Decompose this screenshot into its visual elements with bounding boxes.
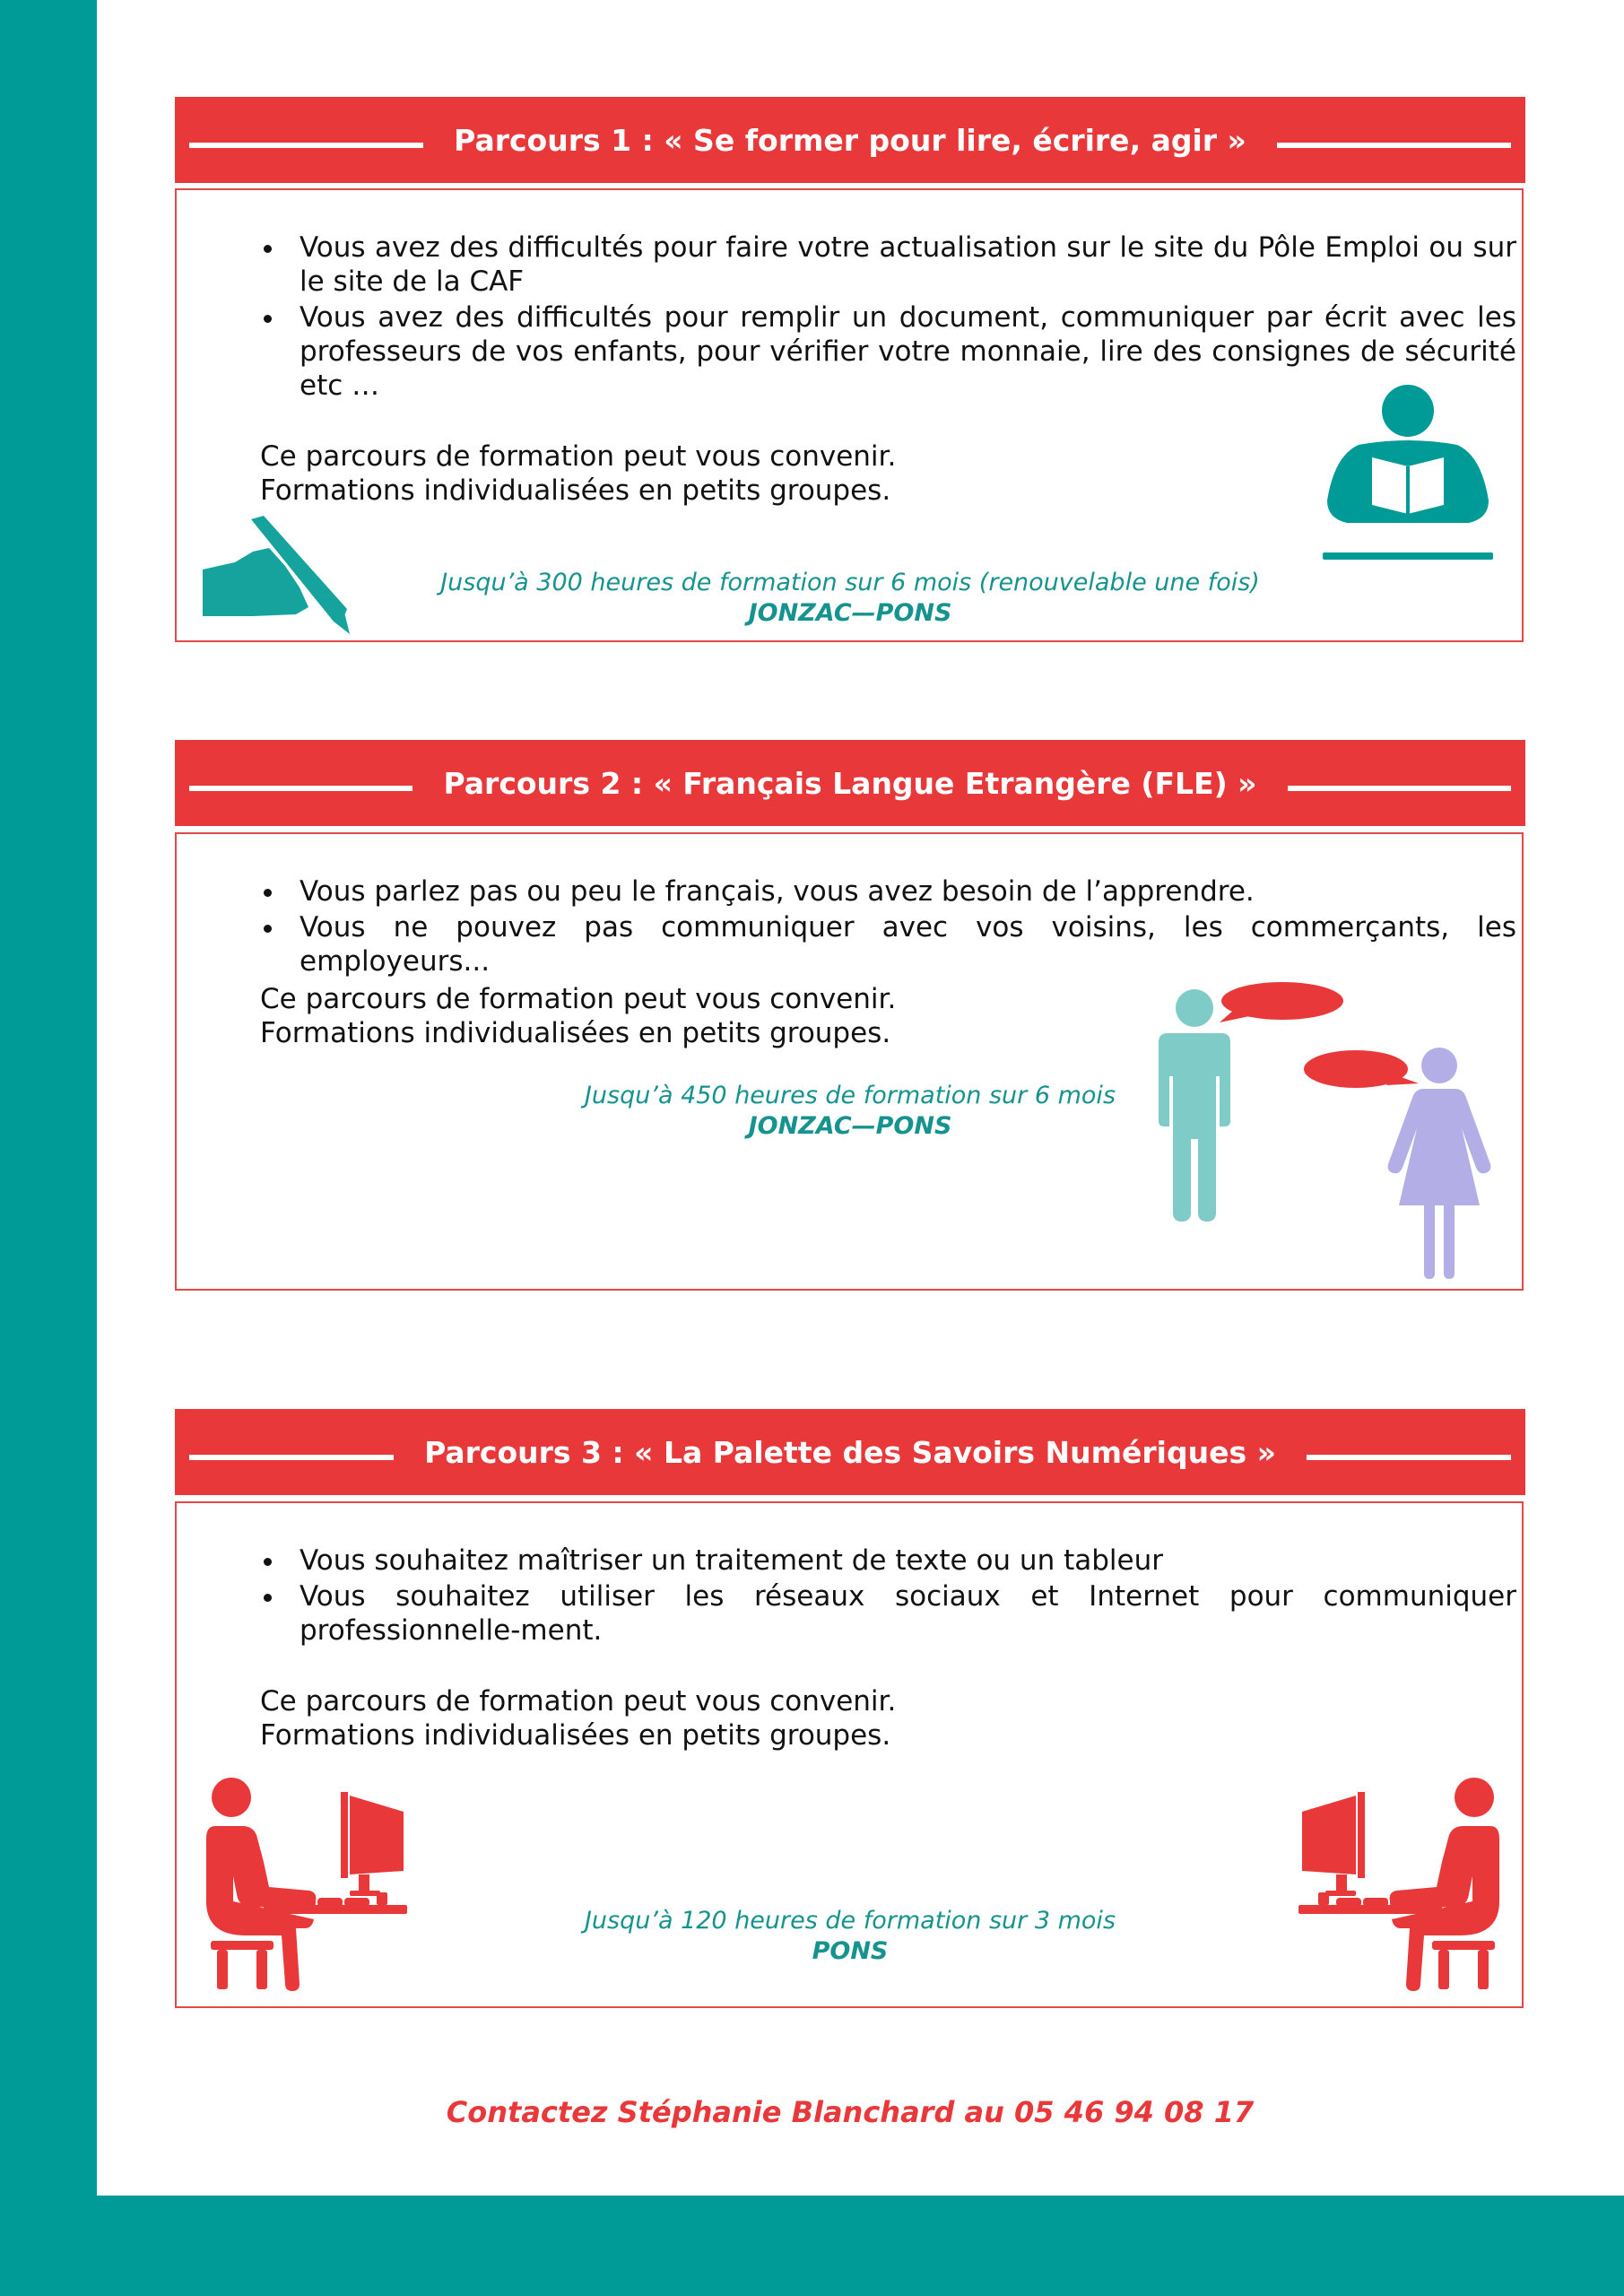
section-2-location: JONZAC—PONS [748,1112,952,1140]
section-2-bullets [260,874,1516,980]
section-3-bullets [260,1544,1516,1649]
speech-bubble-icon [1220,982,1343,1022]
bullet-item: Vous souhaitez maîtriser un traitement de texte ou un tableur [260,1544,1516,1578]
header-rule [1288,786,1511,791]
bullet-item: Vous ne pouvez pas communiquer avec vos voisins, les commerçants, les employeurs... [260,910,1516,978]
writing-hand-icon [199,516,352,637]
bullet-item: Vous avez des difficultés pour faire votre actualisation sur le site du Pôle Emploi ou sur le site de la CAF [260,230,1516,299]
header-rule [189,786,413,791]
section-3-duration: Jusqu’à 120 heures de formation sur 3 mois [584,1907,1116,1935]
section-1-line1: Ce parcours de formation peut vous convenir. [260,440,897,473]
contact-line: Contactez Stéphanie Blanchard au 05 46 94 08 17 [446,2095,1255,2129]
section-2-duration: Jusqu’à 450 heures de formation sur 6 mois [584,1082,1116,1109]
section-3-header [175,1409,1525,1495]
section-1-header [175,97,1525,183]
section-2-title: Parcours 2 : « Français Langue Etrangère (FLE) » [443,765,1257,801]
speech-bubble-icon [1304,1050,1419,1088]
woman-icon [1300,1048,1498,1281]
section-1-info [175,568,1525,629]
computer-user-icon [206,1776,408,1991]
section-3-title: Parcours 3 : « La Palette des Savoirs Numériques » [424,1434,1276,1470]
reading-person-icon [1318,384,1498,563]
section-1-duration: Jusqu’à 300 heures de formation sur 6 mois (renouvelable une fois) [440,569,1260,596]
header-rule [189,143,423,148]
section-1-line2: Formations individualisées en petits groupes. [260,474,891,507]
section-2-header [175,740,1525,826]
section-1-title: Parcours 1 : « Se former pour lire, écrire, agir » [454,122,1246,158]
section-3-line1: Ce parcours de formation peut vous convenir. [260,1685,897,1718]
header-rule [1277,143,1511,148]
section-3-location: PONS [812,1937,889,1965]
section-2-line2: Formations individualisées en petits groupes. [260,1017,891,1049]
section-1-location: JONZAC—PONS [748,599,952,627]
header-rule [1307,1455,1511,1460]
bullet-item: Vous parlez pas ou peu le français, vous avez besoin de l’apprendre. [260,874,1516,909]
bottom-teal-bar [0,2196,1624,2296]
section-2-line1: Ce parcours de formation peut vous convenir. [260,983,897,1015]
header-rule [189,1455,394,1460]
section-1-bullets [260,230,1516,404]
computer-user-icon [1298,1776,1499,1991]
left-teal-bar [0,0,97,2296]
bullet-item: Vous avez des difficultés pour remplir un document, communiquer par écrit avec les professeurs de vos enfants, pour vérifier votre monnaie, lire des consignes de sécurité etc … [260,300,1516,403]
bullet-item: Vous souhaitez utiliser les réseaux sociaux et Internet pour communiquer professionnelle-ment. [260,1579,1516,1648]
section-3-line2: Formations individualisées en petits groupes. [260,1719,891,1752]
